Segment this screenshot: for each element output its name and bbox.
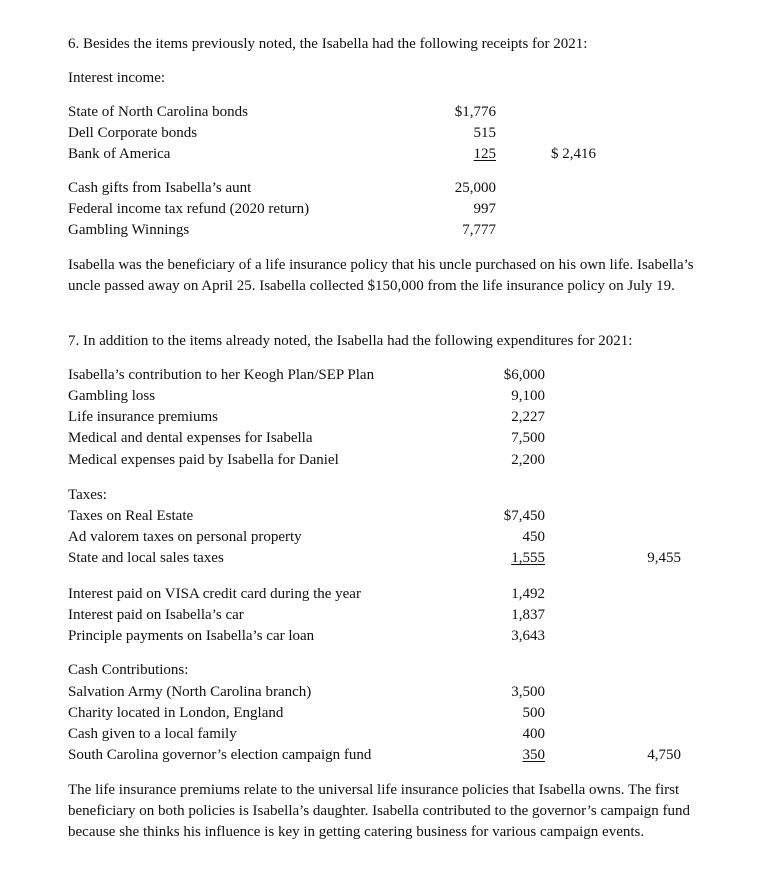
tax-item-amount: 450	[522, 529, 545, 545]
contribution-item-amount: 500	[522, 705, 545, 721]
contribution-item-label: South Carolina governor’s election campaign fund	[68, 747, 372, 763]
contribution-item-amount	[507, 745, 546, 766]
expense-item-label: Medical expenses paid by Isabella for Daniel	[68, 452, 339, 468]
interest-paid-label: Principle payments on Isabella’s car loan	[68, 628, 315, 644]
section-7-heading: 7. In addition to the items already noted, the Isabella had the following expenditures for 2021:	[68, 333, 633, 349]
expense-item-amount: 2,200	[511, 452, 545, 468]
taxes-total: 9,455	[647, 550, 681, 566]
interest-item-label: Dell Corporate bonds	[68, 125, 198, 141]
interest-item-label: Bank of America	[68, 146, 171, 162]
tax-item-amount	[505, 548, 545, 569]
receipt-item-label: Federal income tax refund (2020 return)	[68, 201, 310, 217]
expense-item-amount: $6,000	[503, 367, 545, 383]
receipt-item-amount: 7,777	[462, 222, 496, 238]
interest-paid-label: Interest paid on VISA credit card during the year	[68, 586, 361, 602]
tax-item-amount-text: 1,555	[511, 550, 545, 566]
interest-income-title: Interest income:	[68, 70, 166, 86]
interest-paid-label: Interest paid on Isabella’s car	[68, 607, 244, 623]
closing-note: The life insurance premiums relate to the universal life insurance policies that Isabella owns. The first beneficiary on both policies is Isabella’s daughter. Isabella contributed to the governor’s campaign fund because she thinks his influence is key in getting catering business for various campaign events.	[68, 782, 691, 840]
interest-item-amount: $1,776	[454, 104, 496, 120]
receipt-item-label: Gambling Winnings	[68, 222, 190, 238]
expense-item-label: Isabella’s contribution to her Keogh Plan/SEP Plan	[68, 367, 375, 383]
contribution-item-label: Cash given to a local family	[68, 726, 237, 742]
expense-item-amount: 7,500	[511, 430, 545, 446]
contribution-item-label: Salvation Army (North Carolina branch)	[68, 684, 312, 700]
tax-item-label: Ad valorem taxes on personal property	[68, 529, 302, 545]
tax-item-amount: $7,450	[503, 508, 545, 524]
expense-item-amount: 9,100	[511, 388, 545, 404]
section-6-heading: 6. Besides the items previously noted, the Isabella had the following receipts for 2021:	[68, 36, 588, 52]
interest-item-amount	[458, 144, 497, 165]
interest-paid-amount: 1,837	[511, 607, 545, 623]
expense-item-label: Medical and dental expenses for Isabella	[68, 430, 313, 446]
tax-item-label: State and local sales taxes	[68, 550, 224, 566]
contributions-total: 4,750	[647, 747, 681, 763]
contribution-item-amount: 400	[522, 726, 545, 742]
taxes-title: Taxes:	[68, 487, 107, 503]
receipt-item-label: Cash gifts from Isabella’s aunt	[68, 180, 252, 196]
interest-paid-amount: 3,643	[511, 628, 545, 644]
expense-item-label: Gambling loss	[68, 388, 156, 404]
contribution-item-amount-text: 350	[522, 747, 545, 763]
interest-item-amount: 515	[473, 125, 496, 141]
cash-contributions-title: Cash Contributions:	[68, 662, 189, 678]
interest-total: $ 2,416	[551, 146, 596, 162]
expense-item-amount: 2,227	[511, 409, 545, 425]
contribution-item-amount: 3,500	[511, 684, 545, 700]
interest-item-label: State of North Carolina bonds	[68, 104, 248, 120]
receipt-item-amount: 25,000	[454, 180, 496, 196]
receipt-item-amount: 997	[473, 201, 496, 217]
tax-item-label: Taxes on Real Estate	[68, 508, 194, 524]
contribution-item-label: Charity located in London, England	[68, 705, 284, 721]
expense-item-label: Life insurance premiums	[68, 409, 218, 425]
interest-paid-amount: 1,492	[511, 586, 545, 602]
life-insurance-note: Isabella was the beneficiary of a life insurance policy that his uncle purchased on his own life. Isabella’s uncle passed away on April 25. Isabella collected $150,000 from the life insurance policy on July 19.	[68, 257, 694, 294]
interest-item-amount-text: 125	[473, 146, 496, 162]
